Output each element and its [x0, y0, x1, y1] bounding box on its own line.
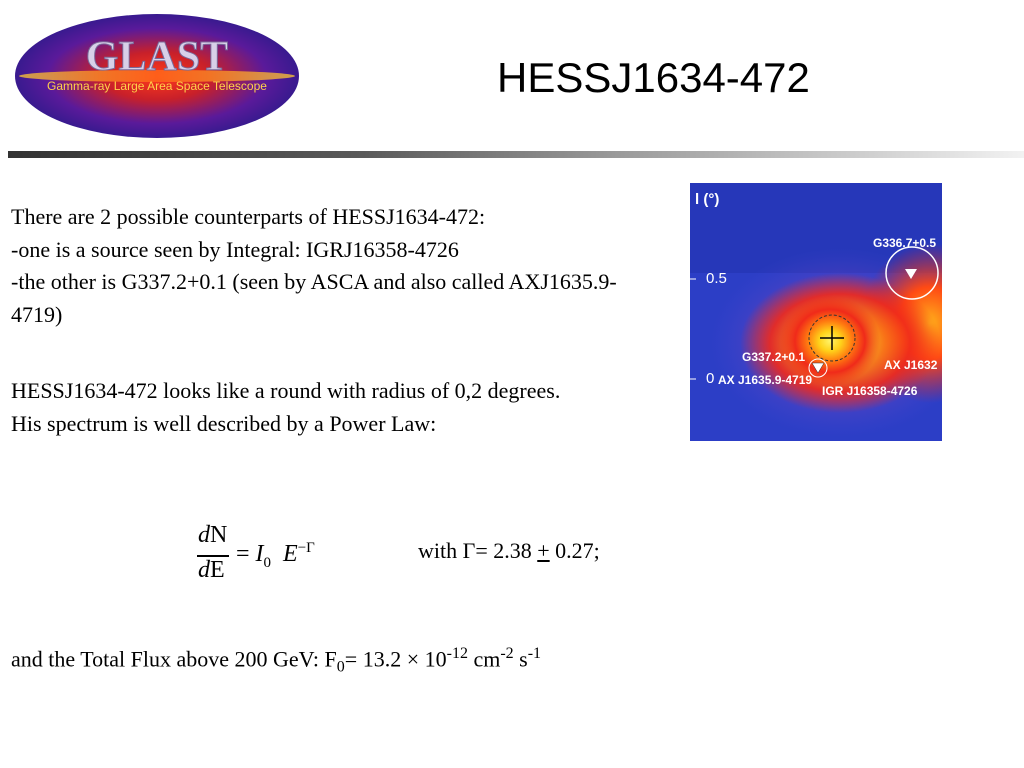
map-tick-upper: 0.5 — [706, 270, 727, 287]
hess-sky-map — [690, 183, 942, 441]
label-igr: IGR J16358-4726 — [822, 384, 918, 398]
total-flux: and the Total Flux above 200 GeV: $F_0= 13.2 \times 10^{-12}$ $cm^{-2}$ $s^{-1}$ — [11, 645, 542, 676]
logo-subtitle: Gamma-ray Large Area Space Telescope — [47, 79, 267, 93]
counterparts-intro: There are 2 possible counterparts of HESSJ1634-472: — [11, 204, 486, 229]
counterparts-paragraph — [11, 201, 651, 331]
logo-wordmark: GLAST — [85, 34, 229, 80]
spectral-index: with Γ= 2.38 + 0.27; — [418, 538, 600, 563]
title-divider — [8, 151, 1024, 158]
sky-map-image — [690, 183, 942, 441]
equation-denominator: dE — [198, 557, 225, 583]
spectrum-description: His spectrum is well described by a Power Law: — [11, 410, 437, 436]
map-axis-title: l (°) — [695, 191, 720, 208]
slide-title: HESSJ1634-472 — [497, 54, 810, 101]
label-ax-j1632: AX J1632 — [884, 358, 938, 372]
equation-numerator: dN — [198, 522, 228, 548]
map-tick-lower: 0 — [706, 370, 715, 387]
spectrum-paragraph — [11, 375, 651, 440]
equation-rhs: = $I_0$ $E^{-\Gamma}$ — [236, 540, 315, 571]
counterpart-asca: -the other is G337.2+0.1 (seen by ASCA and also called AXJ1635.9-4719) — [11, 269, 617, 327]
counterpart-integral: -one is a source seen by Integral: IGRJ16358-4726 — [11, 236, 459, 262]
label-g337: G337.2+0.1 — [742, 350, 806, 364]
label-ax-j1635: AX J1635.9-4719 — [718, 373, 813, 387]
shape-description: HESSJ1634-472 looks like a round with radius of 0,2 degrees. — [11, 378, 561, 403]
glast-logo — [12, 12, 302, 140]
label-g336: G336.7+0.5 — [873, 236, 937, 250]
power-law-equation — [196, 522, 346, 590]
